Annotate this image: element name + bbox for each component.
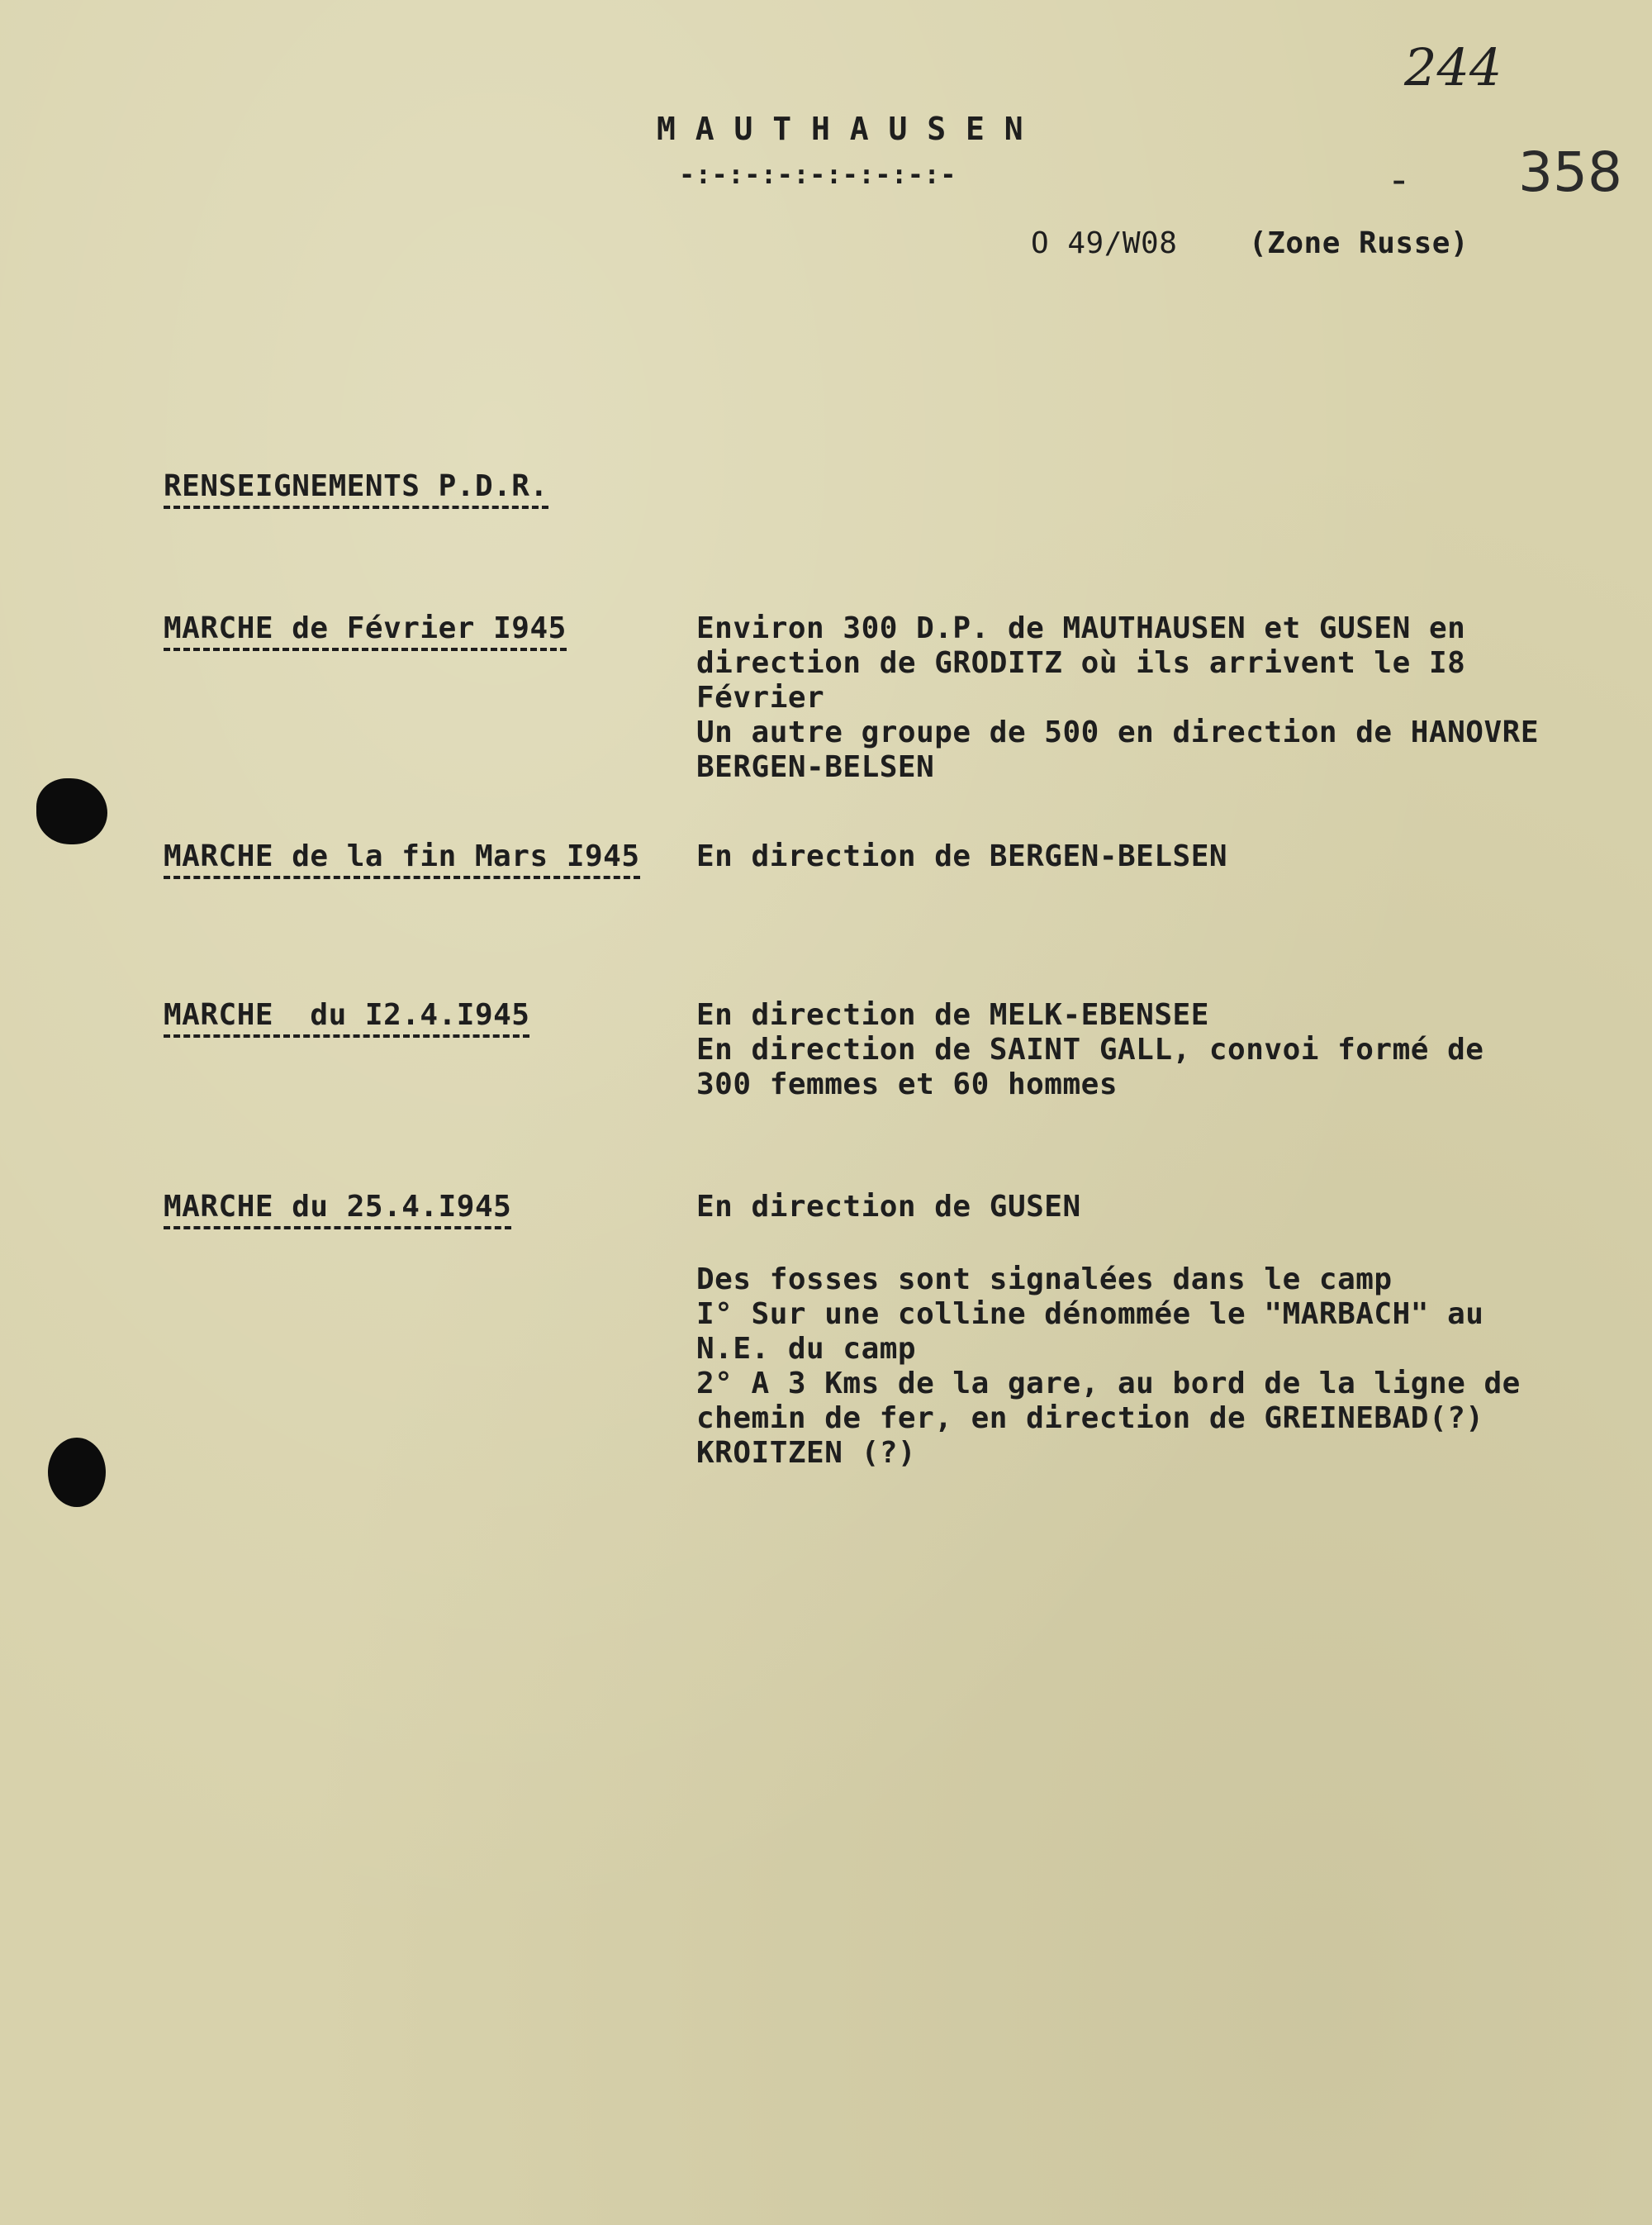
document-title: M A U T H A U S E N [657,111,1024,147]
entry-line: Un autre groupe de 500 en direction de HANOVRE [696,716,1539,749]
entry-line: BERGEN-BELSEN [696,750,935,784]
entry-line: Février [696,681,825,715]
file-reference: O 49/W08 [1031,226,1178,260]
entry-line: En direction de MELK-EBENSEE [696,998,1209,1032]
section-heading: RENSEIGNEMENTS P.D.R. [164,469,548,509]
title-separator: -:-:-:-:-:-:-:-:- [679,159,957,190]
note-line: KROITZEN (?) [696,1436,917,1470]
stamp-dash: - [1392,157,1407,203]
entry-line: En direction de SAINT GALL, convoi formé de [696,1033,1484,1067]
page-number-stamp: 358 [1518,140,1622,204]
entry-text-mars [696,839,1227,874]
entry-label-fevrier: MARCHE de Février I945 [164,611,567,651]
entry-line: En direction de BERGEN-BELSEN [696,839,1228,873]
entry-text-avril-25 [696,1190,1081,1224]
entry-label-avril-12: MARCHE du I2.4.I945 [164,998,529,1038]
entry-line: En direction de GUSEN [696,1190,1081,1224]
note-line: chemin de fer, en direction de GREINEBAD(?) [696,1401,1484,1435]
punch-hole-top [36,778,107,844]
note-line: 2° A 3 Kms de la gare, au bord de la ligne de [696,1367,1521,1400]
note-line: Des fosses sont signalées dans le camp [696,1262,1393,1296]
note-line: N.E. du camp [696,1332,917,1366]
notes-block [696,1262,1521,1471]
entry-label-avril-25: MARCHE du 25.4.I945 [164,1190,511,1229]
punch-hole-bottom [48,1438,106,1507]
entry-line: Environ 300 D.P. de MAUTHAUSEN et GUSEN en [696,611,1466,645]
folio-number-handwritten: 244 [1404,37,1502,97]
entry-text-fevrier [696,611,1539,785]
entry-text-avril-12 [696,998,1483,1102]
entry-line: 300 femmes et 60 hommes [696,1067,1118,1101]
zone-label: (Zone Russe) [1249,226,1469,260]
note-line: I° Sur une colline dénommée le "MARBACH" au [696,1297,1484,1331]
entry-label-mars: MARCHE de la fin Mars I945 [164,839,640,879]
entry-line: direction de GRODITZ où ils arrivent le I8 [696,646,1466,680]
